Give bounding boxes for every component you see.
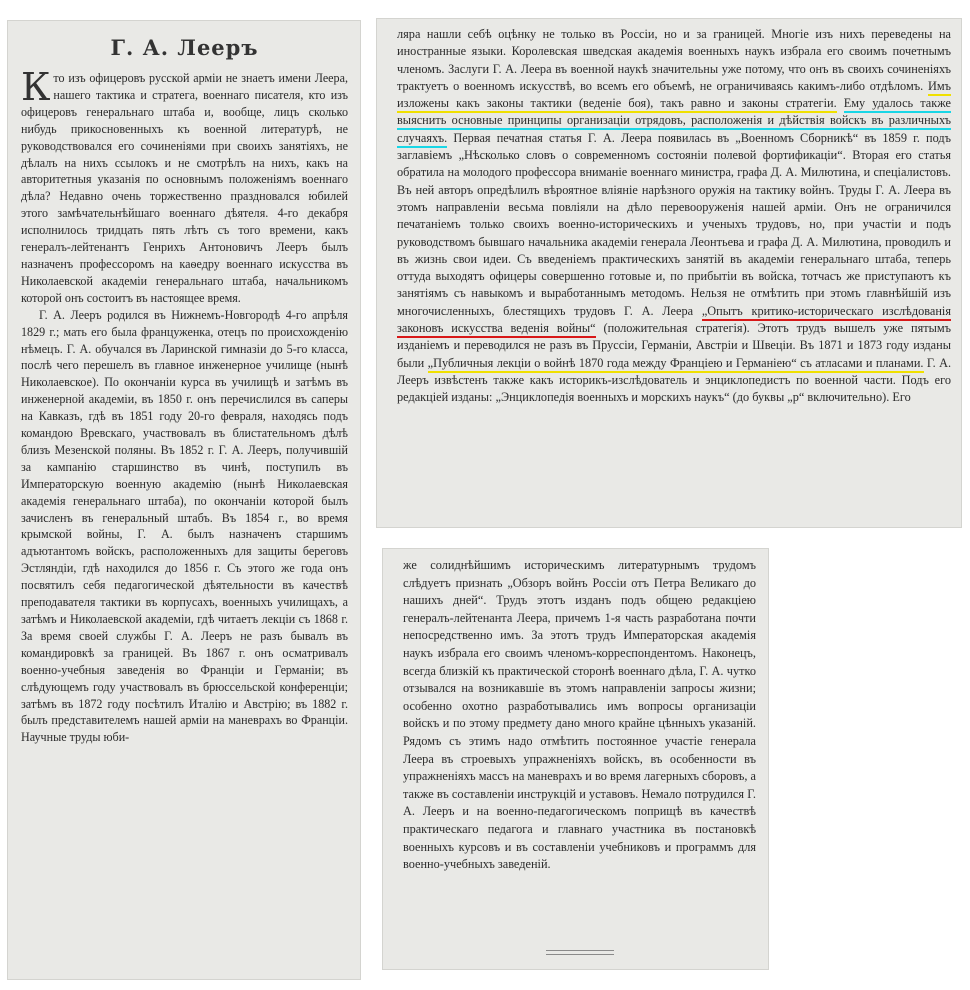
closing-paragraph: же солиднѣйшимъ историческимъ литературнымъ трудомъ слѣдуетъ признать „Обзоръ войнъ Россіи отъ Петра Великаго до нашихъ дней“. Трудъ этотъ изданъ подъ общею редакціею генералъ-лейтенанта Леера, причемъ 1-я часть разработана почти непосредственно имъ. За этотъ трудъ Императорская академія наукъ избрала его своимъ членомъ-корреспондентомъ. Наконецъ, всегда близкій къ практической сторонѣ военнаго дѣла, Г. А. чутко отзывался на возникавшіе въ этомъ направленіи запросы жизни; особенно охотно разработывались имъ вопросы организаціи войскъ и по этому предмету дано много крайне цѣнныхъ указаній. Рядомъ съ этимъ надо отмѣтить постоянное участіе генерала Леера въ строевыхъ упражненіяхъ войскъ, въ особенности въ упражненіяхъ массъ на маневрахъ и во время лагерныхъ сборовъ, а также въ составленіи инструкцій и уставовъ. Немало потрудился Г. А. Лееръ и на военно-педагогическомъ поприщѣ въ качествѣ практическаго педагога и главнаго участника въ постановкѣ военныхъ курсовъ и въ составленіи учебниковъ и программъ для военно-учебныхъ заведеній. bbox=[403, 558, 756, 872]
left-column bbox=[7, 20, 361, 980]
highlight-main-work-title: „Опытъ критико-историческаго изслѣдованія законовъ искусства веденія войны“ bbox=[397, 304, 951, 338]
biography-paragraph: Г. А. Лееръ родился въ Нижнемъ-Новгородѣ 4-го апрѣля 1829 г.; мать его была француженка, отецъ по происхожденію нѣмецъ. Г. А. обучался въ Ларинской гимназіи до 5-го класса, послѣ чего перешелъ въ главное инженерное училище (нынѣ Николаевское). По окончаніи курса въ училищѣ и затѣмъ въ инженерной академіи, въ 1850 г. онъ перечислился въ саперы на Кавказъ, гдѣ въ 1851 году 20-го февраля, находясь подъ командою Вревскаго, участвовалъ въ блистательномъ дѣлѣ близъ Мезенской поляны. Въ 1852 г. Г. А. Лееръ, получившій за кампанію старшинство въ чинѣ, поступилъ въ Императорскую военную академію (нынѣ Николаевская академія генеральнаго штаба), по окончаніи которой былъ зачисленъ въ генеральный штабъ. Въ 1854 г., во время крымской войны, Г. А. былъ назначенъ старшимъ адъютантомъ войскъ, расположенныхъ для защиты береговъ Эстляндіи, гдѣ находился до 1856 г. Съ этого же года онъ посвятилъ себя педагогической дѣятельности въ качествѣ преподавателя тактики въ корпусахъ, военныхъ училищахъ, а затѣмъ и Николаевской академіи, гдѣ читаетъ лекціи съ 1868 г. За время своей службы Г. А. Лееръ не разъ бывалъ въ командировкѣ за границей. Въ 1867 г. онъ осматривалъ военно-учебныя заведенія во Франціи и Германіи; въ слѣдующемъ году участвовалъ въ брюссельской конференціи; затѣмъ въ 1872 году посѣтилъ Италію и Австрію; въ 1882 г. былъ представителемъ нашей арміи на маневрахъ во Франціи. Научные труды юби- bbox=[21, 307, 348, 745]
intro-paragraph bbox=[21, 65, 348, 307]
works-text-d: Г. А. Лееръ извѣстенъ также какъ историкъ-изслѣдователь и энциклопедистъ по военной части. Подъ его редакціей изданы: „Энциклопедія военныхъ и морскихъ наукъ“ (до буквы „р“ включительно). Его bbox=[397, 355, 952, 405]
works-paragraph bbox=[397, 26, 951, 407]
highlight-organization-principles: Ему удалось также выяснить основные принципы организаціи отрядовъ, расположенія и дѣйствія войскъ въ различныхъ случаяхъ. bbox=[397, 96, 951, 148]
article-title: Г. А. Лееръ bbox=[110, 35, 259, 60]
drop-cap: К bbox=[21, 65, 51, 109]
end-divider bbox=[546, 950, 614, 955]
highlight-public-lectures: „Публичныя лекціи о войнѣ 1870 года между Франціею и Германіею“ съ атласами и планами. bbox=[428, 356, 924, 373]
intro-paragraph-text: то изъ офицеровъ русской арміи не знаетъ имени Леера, нашего тактика и стратега, военнаго писателя, кто изъ офицеровъ генеральнаго штаба и, вообще, лицъ сколько нибудь прикосновенныхъ къ военной литературѣ, не руководствовался его сочиненіями при своихъ занятіяхъ, не дѣлалъ на нихъ ссылокъ и не смотрѣлъ на нихъ, какъ на авторитетныя указанія по основнымъ положеніямъ военнаго дѣла? Недавно очень торжественно праздновался юбилей этого замѣчательнѣйшаго военнаго дѣятеля. 4-го декабря исполнилось тридцать пять лѣтъ съ того времени, какъ генералъ-лейтенантъ Генрихъ Антоновичъ Лееръ былъ назначенъ профессоромъ на каѳедру военнаго искусства въ Николаевской академіи генеральнаго штаба, начальникомъ которой онъ состоитъ въ настоящее время. bbox=[21, 71, 348, 305]
right-top-column bbox=[376, 18, 962, 528]
right-bottom-column bbox=[382, 548, 769, 970]
works-text-b: Первая печатная статья Г. А. Леера появилась въ „Военномъ Сборникѣ“ въ 1859 г. подъ заглавіемъ „Нѣсколько словъ о современномъ состояніи полевой фортификаціи“. Вторая его статья обратила на молодого профессора вниманіе военнаго министра, графа Д. А. Милютина, и спеціалистовъ. Въ ней авторъ опредѣлилъ вѣроятное вліяніе нарѣзного оружія на тактику войнъ. Труды Г. А. Леера въ этомъ направленіи весьма повліяли на дѣло перевооруженія нашей арміи. Онъ не ограничился печатаніемъ только своихъ военно-историческихъ и ученыхъ трудовъ, но, при участіи и подъ руководствомъ бывшаго начальника академіи генерала Леонтьева и графа Д. А. Милютина, проводилъ и въ жизнь свои идеи. Съ введеніемъ практическихъ занятій въ академіи генеральнаго штаба, теперь оттуда выходятъ офицеры совершенно готовые и, по прибытіи въ войска, тотчасъ же приступаютъ къ занятіямъ съ навыкомъ и выработаннымъ методомъ. Нельзя не отмѣтить при этомъ главнѣйшій изъ многочисленныхъ, блестящихъ трудовъ Г. А. Леера bbox=[397, 130, 951, 318]
highlight-laws-tactics: Имъ изложены какъ законы тактики (веденіе боя), такъ равно и законы стратегіи. bbox=[397, 79, 951, 113]
works-text-a: ляра нашли себѣ оцѣнку не только въ Россіи, но и за границей. Многіе изъ нихъ переведены на иностранные языки. Королевская шведская академія военныхъ наукъ избрала его своимъ почетнымъ членомъ. Заслуги Г. А. Леера въ военной наукѣ значительны уже потому, что онъ въ своихъ сочиненіяхъ трактуетъ о военномъ искусствѣ, во всемъ его объемѣ, не ограничиваясь какимъ-либо отдѣломъ. bbox=[397, 27, 951, 93]
works-text-c: (положительная стратегія). Этотъ трудъ вышелъ уже пятымъ изданіемъ и переводился не разъ въ Пруссіи, Германіи, Австріи и Швеціи. Въ 1871 и 1873 году изданы были bbox=[397, 321, 951, 370]
